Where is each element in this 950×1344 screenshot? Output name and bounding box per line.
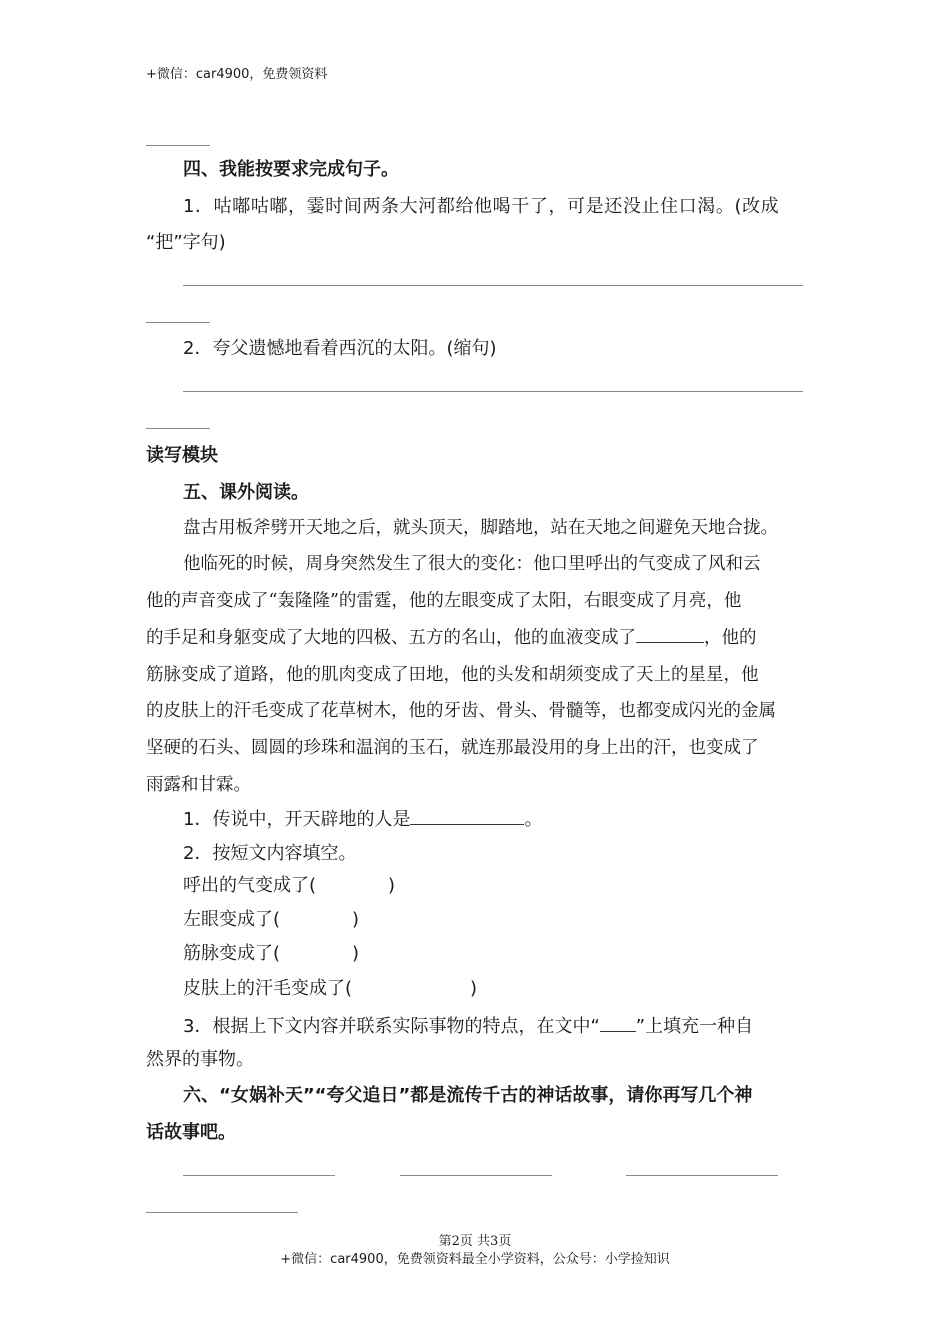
- section4-q1-line1: 1．咕嘟咕嘟，霎时间两条大河都给他喝干了，可是还没止住口渴。(改成: [183, 196, 780, 217]
- fill-blank[interactable]: [636, 624, 704, 643]
- q1-text: 1．传说中，开天辟地的人是: [183, 809, 411, 830]
- q3-text: ”上填充一种自: [635, 1016, 754, 1037]
- fill-item: [183, 908, 359, 932]
- section5-q2-title: 2．按短文内容填空。: [183, 843, 357, 864]
- close-paren: ): [388, 875, 396, 896]
- section5-title: 五、课外阅读。: [183, 482, 309, 503]
- answer-line: [183, 391, 803, 392]
- passage-line: 雨露和甘霖。: [146, 775, 251, 795]
- q1-suffix: 。: [524, 809, 543, 830]
- section4-q2: 2．夸父遗憾地看着西沉的太阳。(缩句): [183, 338, 497, 359]
- fill-label: 左眼变成了(: [183, 909, 281, 930]
- close-paren: ): [470, 978, 478, 999]
- section6-line1: 六、“女娲补天”“夸父追日”都是流传千古的神话故事，请你再写几个神: [183, 1085, 753, 1106]
- section5-q1: [183, 806, 542, 832]
- section4-title: 四、我能按要求完成句子。: [183, 159, 399, 180]
- fill-label: 筋脉变成了(: [183, 943, 281, 964]
- fill-label: 呼出的气变成了(: [183, 875, 317, 896]
- section5-q3-line2: 然界的事物。: [146, 1049, 254, 1070]
- passage-text: ，他的: [704, 628, 757, 648]
- section5-q3-line1: [183, 1013, 753, 1039]
- module-title: 读写模块: [146, 445, 218, 466]
- q3-text: 3．根据上下文内容并联系实际事物的特点，在文中“: [183, 1016, 600, 1037]
- passage-line-with-blank: [146, 624, 757, 649]
- passage-line: 他临死的时候，周身突然发生了很大的变化：他口里呼出的气变成了风和云: [183, 554, 761, 574]
- answer-line: [146, 428, 210, 429]
- fill-blank[interactable]: [410, 806, 524, 825]
- fill-item: [183, 977, 477, 1001]
- section4-q1-line2: “把”字句): [146, 232, 226, 253]
- fill-item: [183, 942, 359, 966]
- page-number: 第2页 共3页: [438, 1234, 512, 1249]
- answer-line: [183, 285, 803, 286]
- answer-line[interactable]: [183, 1175, 335, 1176]
- passage-line: 筋脉变成了道路，他的肌肉变成了田地，他的头发和胡须变成了天上的星星，他: [146, 665, 759, 685]
- answer-line[interactable]: [400, 1175, 552, 1176]
- passage-line: 他的声音变成了“轰隆隆”的雷霆，他的左眼变成了太阳，右眼变成了月亮，他: [146, 591, 742, 611]
- close-paren: ): [352, 909, 360, 930]
- fill-item: [183, 874, 395, 898]
- answer-line[interactable]: [146, 1212, 298, 1213]
- header-watermark: +微信：car4900，免费领资料: [146, 67, 328, 82]
- footer-watermark: +微信：car4900，免费领资料最全小学资料，公众号：小学捡知识: [280, 1252, 670, 1267]
- close-paren: ): [352, 943, 360, 964]
- passage-line: 的皮肤上的汗毛变成了花草树木，他的牙齿、骨头、骨髓等，也都变成闪光的金属: [146, 701, 776, 721]
- answer-line: [146, 322, 210, 323]
- answer-line[interactable]: [626, 1175, 778, 1176]
- section6-line2: 话故事吧。: [146, 1122, 236, 1143]
- fill-blank: [600, 1013, 636, 1032]
- answer-line: [146, 145, 210, 146]
- fill-label: 皮肤上的汗毛变成了(: [183, 978, 353, 999]
- passage-line: 坚硬的石头、圆圆的珍珠和温润的玉石，就连那最没用的身上出的汗，也变成了: [146, 738, 759, 758]
- passage-line: 盘古用板斧劈开天地之后，就头顶天，脚踏地，站在天地之间避免天地合拢。: [183, 518, 778, 538]
- passage-text: 的手足和身躯变成了大地的四极、五方的名山，他的血液变成了: [146, 628, 636, 648]
